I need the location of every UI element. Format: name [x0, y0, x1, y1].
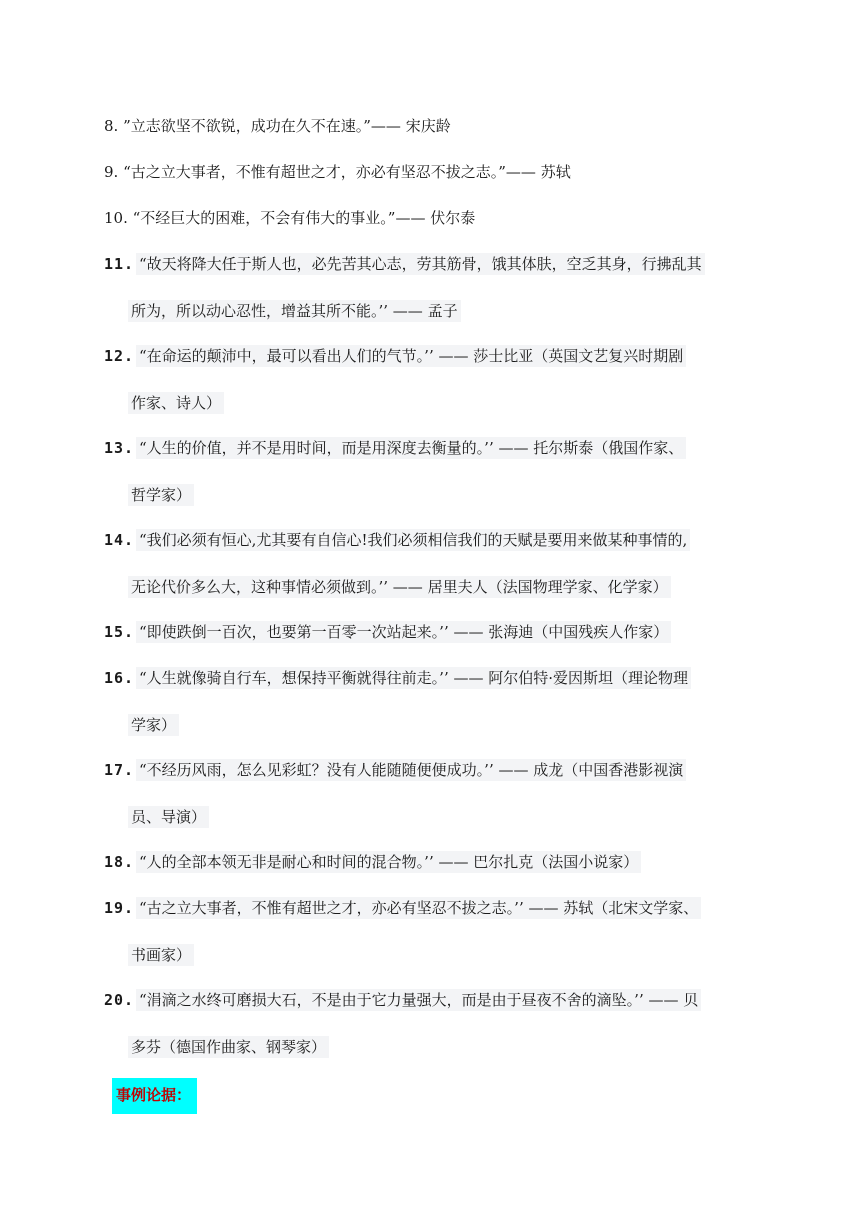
quote-14: [104, 530, 794, 624]
quote-17: [104, 760, 794, 854]
quote-text-line1: “古之立大事者，不惟有超世之才，亦必有坚忍不拔之志。’’ —— 苏轼（北宋文学家、: [136, 897, 701, 919]
quote-20: [104, 990, 794, 1084]
section-heading: 事例论据：: [112, 1078, 197, 1114]
quote-number: 15.: [104, 623, 135, 641]
quote-text-line2: 无论代价多么大，这种事情必须做到。’’ —— 居里夫人（法国物理学家、化学家）: [128, 576, 671, 598]
quote-number: 18.: [104, 853, 135, 871]
quote-text-line1: “在命运的颠沛中，最可以看出人们的气节。’’ —— 莎士比亚（英国文艺复兴时期剧: [136, 345, 686, 367]
quote-number: 9.: [104, 163, 119, 181]
quote-text: “古之立大事者，不惟有超世之才，亦必有坚忍不拔之志。”—— 苏轼: [123, 163, 571, 181]
quote-text: ”立志欲坚不欲锐，成功在久不在速。”—— 宋庆龄: [123, 117, 451, 135]
quote-text-line1: “人生的价值，并不是用时间，而是用深度去衡量的。’’ —— 托尔斯泰（俄国作家、: [136, 437, 686, 459]
quote-13: [104, 438, 794, 532]
quote-19: [104, 898, 794, 992]
quote-text-line2: 员、导演）: [128, 806, 209, 828]
quote-number: 12.: [104, 347, 135, 365]
quote-text: “不经巨大的困难，不会有伟大的事业。”—— 伏尔泰: [132, 209, 476, 227]
quote-8: [104, 116, 451, 136]
quote-text-line2: 哲学家）: [128, 484, 194, 506]
quote-9: [104, 162, 571, 182]
quote-text-line2: 书画家）: [128, 944, 194, 966]
quote-text-line1: “涓滴之水终可磨损大石，不是由于它力量强大，而是由于昼夜不舍的滴坠。’’ —— 贝: [136, 989, 701, 1011]
quote-number: 13.: [104, 439, 135, 457]
quote-number: 8.: [104, 117, 119, 135]
quote-text-line2: 作家、诗人）: [128, 392, 224, 414]
quote-16: [104, 668, 794, 762]
quote-text-line1: “即使跌倒一百次，也要第一百零一次站起来。’’ —— 张海迪（中国残疾人作家）: [136, 621, 671, 643]
quote-11: [104, 254, 794, 348]
quote-10: [104, 208, 475, 228]
quote-12: [104, 346, 794, 440]
quote-number: 10.: [104, 209, 128, 227]
quote-number: 19.: [104, 899, 135, 917]
quote-text-line1: “人生就像骑自行车，想保持平衡就得往前走。’’ —— 阿尔伯特·爱因斯坦（理论物理: [136, 667, 691, 689]
quote-text-line2: 所为，所以动心忍性，增益其所不能。’’ —— 孟子: [128, 300, 461, 322]
quote-text-line1: “我们必须有恒心,尤其要有自信心!我们必须相信我们的天赋是要用来做某种事情的,: [136, 529, 690, 551]
quote-18: [104, 852, 794, 899]
quote-text-line1: “故天将降大任于斯人也，必先苦其心志，劳其筋骨，饿其体肤，空乏其身，行拂乱其: [136, 253, 705, 275]
quote-15: [104, 622, 794, 669]
quote-number: 20.: [104, 991, 135, 1009]
quote-number: 11.: [104, 255, 135, 273]
quote-text-line2: 多芬（德国作曲家、钢琴家）: [128, 1036, 329, 1058]
quote-number: 16.: [104, 669, 135, 687]
quote-text-line1: “人的全部本领无非是耐心和时间的混合物。’’ —— 巴尔扎克（法国小说家）: [136, 851, 641, 873]
quote-text-line2: 学家）: [128, 714, 179, 736]
quote-number: 17.: [104, 761, 135, 779]
quote-number: 14.: [104, 531, 135, 549]
quote-text-line1: “不经历风雨，怎么见彩虹？没有人能随随便便成功。’’ —— 成龙（中国香港影视演: [136, 759, 686, 781]
